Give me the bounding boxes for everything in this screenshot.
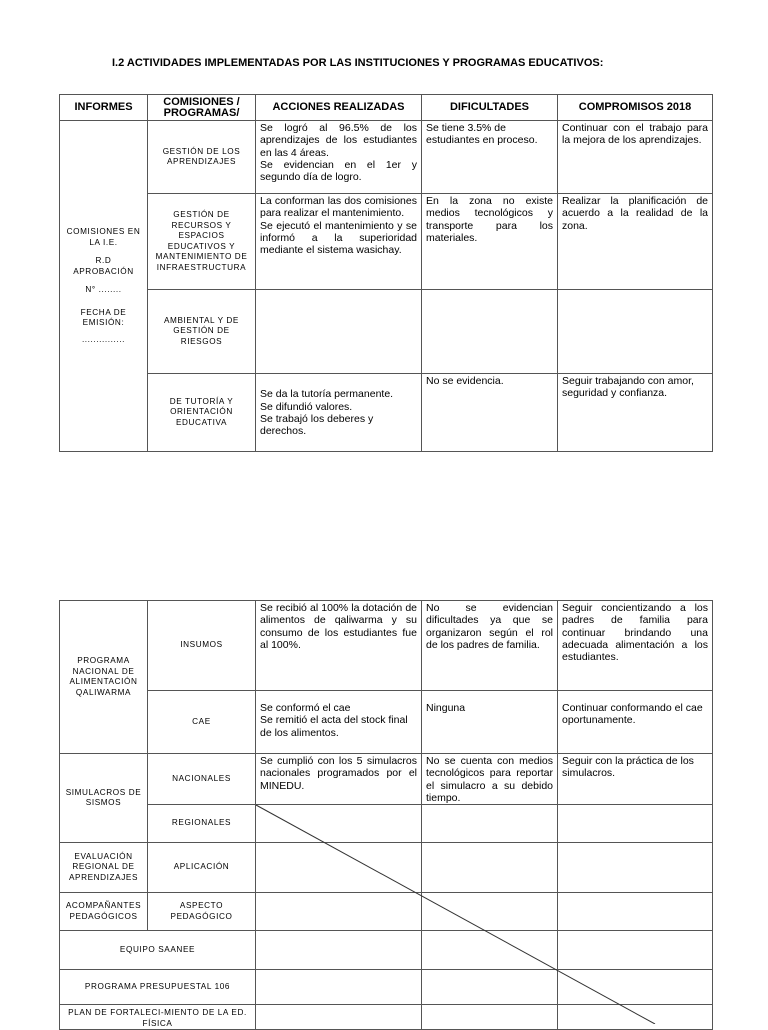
compromisos-cell — [558, 290, 713, 374]
commission-line: ESPACIOS — [178, 231, 225, 240]
commission-line: GESTIÓN DE LOS — [162, 146, 241, 156]
informes-line: N° ........ — [85, 285, 122, 294]
acompanantes-line: PEDAGÓGICOS — [69, 911, 138, 921]
compromisos-line: Continuar con el trabajo para la mejora de los aprendizajes. — [562, 122, 708, 147]
header-comisiones — [148, 95, 256, 121]
acciones-line: Se ejecutó el mantenimiento y se informó a la superioridad mediante el sistema wasichay. — [260, 219, 417, 257]
empty-cell — [422, 843, 558, 893]
plan-line: PLAN DE FORTALECI-MIENTO DE LA ED. — [68, 1008, 247, 1018]
informes-cell — [60, 121, 148, 452]
empty-cell — [558, 970, 713, 1005]
empty-cell — [256, 1005, 422, 1030]
empty-cell — [256, 893, 422, 931]
informes-line: EMISIÓN: — [82, 318, 125, 327]
table-row — [60, 194, 713, 290]
empty-cell — [558, 843, 713, 893]
header-comisiones-line1: COMISIONES / — [163, 95, 240, 108]
evaluacion-line: EVALUACIÓN — [74, 851, 133, 861]
header-acciones: ACCIONES REALIZADAS — [256, 95, 422, 121]
table-row — [60, 290, 713, 374]
dificultades-line: En la zona no existe medios tecnológicos y transporte para los materiales. — [426, 195, 553, 244]
acciones-line: Se evidencian en el 1er y segundo día de logro. — [260, 158, 417, 184]
informes-line: APROBACIÓN — [73, 266, 134, 276]
table-row — [60, 970, 713, 1005]
nacionales-label: NACIONALES — [148, 754, 256, 805]
activities-table — [59, 94, 713, 452]
nacionales-acciones: Se cumplió con los 5 simulacros nacionales programados por el MINEDU. — [256, 754, 422, 805]
qaliwarma-line: ALIMENTACIÓN — [69, 677, 138, 686]
table-row — [60, 691, 713, 754]
cae-compromisos: Continuar conformando el cae oportunamente. — [558, 691, 713, 754]
compromisos-line: Seguir trabajando con amor, seguridad y confianza. — [562, 375, 694, 400]
header-comisiones-line2: PROGRAMAS/ — [163, 106, 240, 119]
informes-line: FECHA DE — [80, 307, 127, 317]
dificultades-cell — [422, 290, 558, 374]
empty-cell — [558, 1005, 713, 1030]
table-row — [60, 601, 713, 691]
table-row — [60, 121, 713, 194]
acciones-cell — [256, 374, 422, 452]
table-row — [60, 893, 713, 931]
section-title: I.2 ACTIVIDADES IMPLEMENTADAS POR LAS INSTITUCIONES Y PROGRAMAS EDUCATIVOS: — [112, 57, 604, 69]
simulacros-line: SIMULACROS DE — [65, 787, 142, 797]
empty-cell — [422, 893, 558, 931]
commission-line: RECURSOS Y — [171, 220, 232, 230]
evaluacion-line: REGIONAL DE — [72, 862, 135, 872]
empty-cell — [256, 843, 422, 893]
commission-line: APRENDIZAJES — [166, 157, 237, 166]
commission-cell — [148, 121, 256, 194]
empty-cell — [422, 970, 558, 1005]
evaluacion-line: APRENDIZAJES — [68, 872, 139, 882]
dificultades-cell — [422, 194, 558, 290]
plan-line: FÍSICA — [142, 1018, 173, 1028]
commission-cell — [148, 290, 256, 374]
table-row — [60, 1005, 713, 1030]
nacionales-dificultades: No se cuenta con medios tecnológicos para reportar el simulacro a su debido tiempo. — [422, 754, 558, 805]
table-row — [60, 931, 713, 970]
header-informes: INFORMES — [60, 95, 148, 121]
simulacros-label-cell — [60, 754, 148, 843]
empty-cell — [558, 931, 713, 970]
table-row — [60, 754, 713, 805]
acciones-line: La conforman las dos comisiones para realizar el mantenimiento. — [260, 195, 417, 220]
acompanantes-line: ACOMPAÑANTES — [65, 901, 142, 911]
insumos-dificultades: No se evidencian dificultades ya que se organizaron según el rol de los padres de familia. — [422, 601, 558, 691]
qaliwarma-line: PROGRAMA — [77, 656, 130, 665]
table-header-row — [60, 95, 713, 121]
compromisos-cell — [558, 194, 713, 290]
acciones-line: Se difundió valores. — [260, 400, 353, 413]
saanee-label: EQUIPO SAANEE — [60, 931, 256, 970]
commission-line: EDUCATIVOS Y — [167, 241, 236, 251]
acciones-cell — [256, 290, 422, 374]
dificultades-line: Se tiene 3.5% de estudiantes en proceso. — [426, 122, 538, 147]
plan-label-cell — [60, 1005, 256, 1030]
insumos-label: INSUMOS — [148, 601, 256, 691]
empty-cell — [422, 931, 558, 970]
compromisos-cell — [558, 121, 713, 194]
commission-line: EDUCATIVA — [175, 417, 228, 427]
programs-table — [59, 600, 713, 1030]
empty-cell — [256, 931, 422, 970]
qaliwarma-label-cell — [60, 601, 148, 754]
cae-acciones-line: Se conformó el cae — [260, 702, 351, 714]
commission-line: GESTIÓN DE — [173, 326, 230, 336]
commission-line: DE TUTORÍA Y — [169, 396, 234, 406]
presupuestal-label: PROGRAMA PRESUPUESTAL 106 — [60, 970, 256, 1005]
header-dificultades: DIFICULTADES — [422, 95, 558, 121]
empty-cell — [558, 805, 713, 843]
compromisos-line: Realizar la planificación de acuerdo a la realidad de la zona. — [562, 195, 708, 232]
acciones-line: Se trabajó los deberes y derechos. — [260, 413, 374, 438]
commission-line: AMBIENTAL Y DE — [164, 315, 239, 325]
insumos-compromisos: Seguir concientizando a los padres de familia para continuar brindando una adecuada alimentación a los estudiantes. — [558, 601, 713, 691]
cae-acciones-line: Se remitió el acta del stock final de los alimentos. — [260, 714, 408, 739]
insumos-acciones: Se recibió al 100% la dotación de alimentos de qaliwarma y su consumo de los estudiantes fue al 100%. — [256, 601, 422, 691]
acciones-line: Se da la tutoría permanente. — [260, 388, 394, 401]
aspecto-line: ASPECTO — [179, 901, 224, 911]
commission-line: MANTENIMIENTO DE — [155, 252, 248, 261]
informes-line: R.D — [95, 256, 112, 265]
informes-line: COMISIONES EN — [66, 227, 141, 236]
informes-line: ............... — [81, 334, 126, 344]
commission-cell — [148, 194, 256, 290]
empty-cell — [256, 805, 422, 843]
acciones-line: Se logró al 96.5% de los aprendizajes de los estudiantes en las 4 áreas. — [260, 122, 417, 159]
dificultades-cell — [422, 121, 558, 194]
acciones-cell — [256, 121, 422, 194]
commission-line: INFRAESTRUCTURA — [156, 262, 247, 272]
cae-acciones — [256, 691, 422, 754]
aspecto-line: PEDAGÓGICO — [170, 911, 233, 921]
empty-cell — [558, 893, 713, 931]
aspecto-label-cell — [148, 893, 256, 931]
table-row — [60, 843, 713, 893]
dificultades-line: No se evidencia. — [426, 375, 504, 387]
commission-line: RIESGOS — [180, 336, 223, 346]
empty-cell — [256, 970, 422, 1005]
table-row — [60, 805, 713, 843]
acciones-cell — [256, 194, 422, 290]
qaliwarma-line: QALIWARMA — [75, 687, 132, 697]
compromisos-cell — [558, 374, 713, 452]
empty-cell — [422, 1005, 558, 1030]
aplicacion-label: APLICACIÓN — [148, 843, 256, 893]
commission-cell — [148, 374, 256, 452]
nacionales-compromisos: Seguir con la práctica de los simulacros. — [558, 754, 713, 805]
simulacros-line: SISMOS — [85, 798, 122, 808]
cae-label: CAE — [148, 691, 256, 754]
dificultades-cell — [422, 374, 558, 452]
header-compromisos: COMPROMISOS 2018 — [558, 95, 713, 121]
qaliwarma-line: NACIONAL DE — [72, 666, 135, 676]
regionales-label: REGIONALES — [148, 805, 256, 843]
cae-dificultades: Ninguna — [422, 691, 558, 754]
commission-line: GESTIÓN DE — [173, 210, 230, 219]
informes-line: LA I.E. — [89, 237, 118, 247]
acompanantes-label-cell — [60, 893, 148, 931]
evaluacion-label-cell — [60, 843, 148, 893]
commission-line: ORIENTACIÓN — [170, 407, 233, 417]
table-row — [60, 374, 713, 452]
empty-cell — [422, 805, 558, 843]
